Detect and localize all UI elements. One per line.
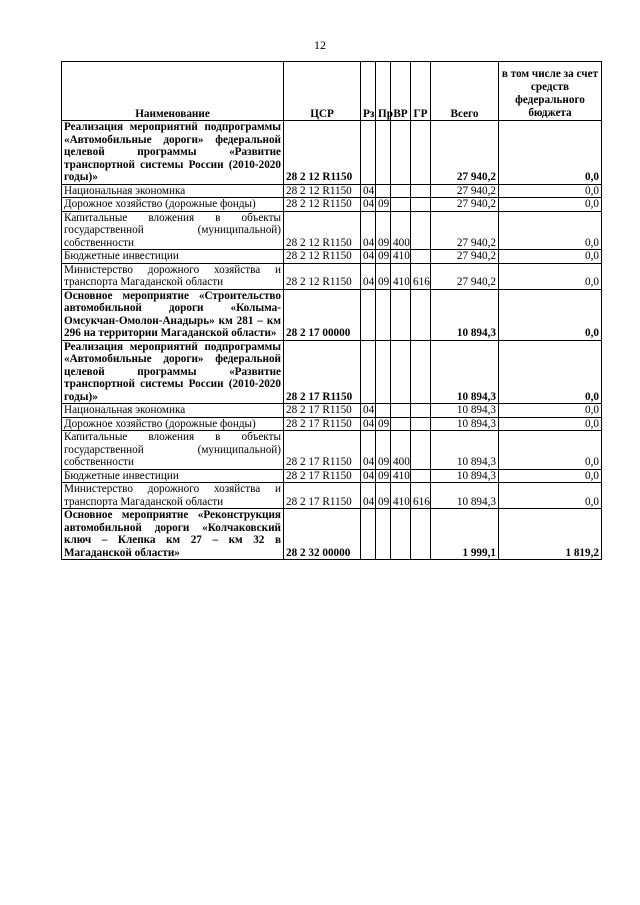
cell-rz: 04: [361, 469, 376, 483]
header-rz: Рз: [361, 62, 376, 121]
cell-total: 27 940,2: [431, 263, 499, 289]
cell-gr: [411, 184, 431, 198]
cell-name: Капитальные вложения в объекты государственной (муниципальной) собственности: [62, 211, 284, 250]
cell-csr: 28 2 17 R1150: [284, 340, 361, 404]
cell-vr: 410: [391, 263, 411, 289]
cell-total: 27 940,2: [431, 198, 499, 212]
header-federal: в том числе за счет средств федерального бюджета: [499, 62, 602, 121]
cell-rz: [361, 340, 376, 404]
cell-rz: [361, 509, 376, 560]
cell-name: Основное мероприятие «Реконструкция автомобильной дороги «Колчаковский ключ – Клепка км 27 – км 32 в Магаданской области»: [62, 509, 284, 560]
cell-csr: 28 2 12 R1150: [284, 263, 361, 289]
table-row: [62, 417, 602, 431]
cell-pr: [376, 121, 391, 185]
cell-vr: 400: [391, 431, 411, 470]
cell-gr: [411, 509, 431, 560]
cell-total: 10 894,3: [431, 469, 499, 483]
cell-gr: [411, 431, 431, 470]
cell-name: Бюджетные инвестиции: [62, 469, 284, 483]
header-name: Наименование: [62, 62, 284, 121]
cell-pr: 09: [376, 417, 391, 431]
header-gr: ГР: [411, 62, 431, 121]
cell-total: 10 894,3: [431, 417, 499, 431]
cell-gr: [411, 289, 431, 340]
cell-federal: 1 819,2: [499, 509, 602, 560]
cell-vr: [391, 198, 411, 212]
cell-total: 10 894,3: [431, 289, 499, 340]
cell-rz: 04: [361, 483, 376, 509]
cell-vr: 410: [391, 250, 411, 264]
cell-total: 10 894,3: [431, 431, 499, 470]
cell-pr: 09: [376, 483, 391, 509]
cell-csr: 28 2 12 R1150: [284, 211, 361, 250]
cell-vr: [391, 417, 411, 431]
cell-federal: 0,0: [499, 289, 602, 340]
cell-federal: 0,0: [499, 469, 602, 483]
cell-gr: [411, 417, 431, 431]
cell-vr: [391, 121, 411, 185]
table-row: [62, 431, 602, 470]
cell-pr: 09: [376, 263, 391, 289]
cell-rz: 04: [361, 184, 376, 198]
cell-federal: 0,0: [499, 404, 602, 418]
table-row: [62, 340, 602, 404]
cell-csr: 28 2 17 R1150: [284, 483, 361, 509]
cell-csr: 28 2 12 R1150: [284, 198, 361, 212]
cell-rz: 04: [361, 250, 376, 264]
cell-federal: 0,0: [499, 184, 602, 198]
cell-federal: 0,0: [499, 198, 602, 212]
cell-pr: 09: [376, 198, 391, 212]
cell-gr: [411, 211, 431, 250]
cell-csr: 28 2 17 R1150: [284, 469, 361, 483]
cell-name: Дорожное хозяйство (дорожные фонды): [62, 417, 284, 431]
cell-name: Министерство дорожного хозяйства и транспорта Магаданской области: [62, 263, 284, 289]
cell-federal: 0,0: [499, 340, 602, 404]
cell-rz: 04: [361, 211, 376, 250]
header-csr: ЦСР: [284, 62, 361, 121]
cell-gr: 616: [411, 483, 431, 509]
table-row: [62, 121, 602, 185]
cell-rz: 04: [361, 198, 376, 212]
table-row: [62, 263, 602, 289]
cell-vr: 400: [391, 211, 411, 250]
cell-rz: 04: [361, 431, 376, 470]
cell-gr: [411, 250, 431, 264]
cell-total: 27 940,2: [431, 250, 499, 264]
cell-federal: 0,0: [499, 417, 602, 431]
cell-vr: [391, 404, 411, 418]
table-row: [62, 289, 602, 340]
cell-csr: 28 2 17 R1150: [284, 404, 361, 418]
table-row: [62, 483, 602, 509]
cell-vr: [391, 289, 411, 340]
cell-rz: [361, 289, 376, 340]
cell-gr: [411, 404, 431, 418]
cell-name: Дорожное хозяйство (дорожные фонды): [62, 198, 284, 212]
cell-name: Основное мероприятие «Строительство автомобильной дороги «Колыма-Омсукчан-Омолон-Анадырь» км 281 – км 296 на территории Магаданской области»: [62, 289, 284, 340]
header-total: Всего: [431, 62, 499, 121]
cell-name: Капитальные вложения в объекты государственной (муниципальной) собственности: [62, 431, 284, 470]
cell-pr: 09: [376, 431, 391, 470]
cell-total: 10 894,3: [431, 340, 499, 404]
table-row: [62, 404, 602, 418]
cell-rz: [361, 121, 376, 185]
cell-gr: [411, 121, 431, 185]
table-row: [62, 509, 602, 560]
cell-rz: 04: [361, 263, 376, 289]
cell-federal: 0,0: [499, 263, 602, 289]
cell-gr: [411, 469, 431, 483]
cell-name: Реализация мероприятий подпрограммы «Автомобильные дороги» федеральной целевой программы «Развитие транспортной системы России (2010-2020 годы)»: [62, 340, 284, 404]
cell-rz: 04: [361, 404, 376, 418]
table-row: [62, 198, 602, 212]
cell-vr: [391, 184, 411, 198]
cell-gr: [411, 340, 431, 404]
cell-name: Национальная экономика: [62, 184, 284, 198]
table-row: [62, 211, 602, 250]
cell-name: Реализация мероприятий подпрограммы «Автомобильные дороги» федеральной целевой программы «Развитие транспортной системы России (2010-2020 годы)»: [62, 121, 284, 185]
cell-gr: 616: [411, 263, 431, 289]
cell-csr: 28 2 12 R1150: [284, 250, 361, 264]
cell-total: 1 999,1: [431, 509, 499, 560]
cell-total: 10 894,3: [431, 404, 499, 418]
cell-pr: 09: [376, 469, 391, 483]
cell-pr: [376, 289, 391, 340]
cell-gr: [411, 198, 431, 212]
table-row: [62, 250, 602, 264]
cell-total: 10 894,3: [431, 483, 499, 509]
cell-csr: 28 2 17 R1150: [284, 417, 361, 431]
cell-total: 27 940,2: [431, 211, 499, 250]
cell-csr: 28 2 12 R1150: [284, 121, 361, 185]
budget-table: [61, 61, 602, 560]
cell-pr: [376, 509, 391, 560]
cell-csr: 28 2 32 00000: [284, 509, 361, 560]
cell-vr: [391, 509, 411, 560]
cell-csr: 28 2 17 R1150: [284, 431, 361, 470]
cell-federal: 0,0: [499, 483, 602, 509]
cell-total: 27 940,2: [431, 121, 499, 185]
cell-pr: [376, 184, 391, 198]
cell-federal: 0,0: [499, 250, 602, 264]
cell-pr: [376, 340, 391, 404]
cell-pr: 09: [376, 211, 391, 250]
table-row: [62, 469, 602, 483]
cell-total: 27 940,2: [431, 184, 499, 198]
page-number: 12: [314, 38, 326, 52]
cell-federal: 0,0: [499, 431, 602, 470]
cell-pr: [376, 404, 391, 418]
cell-csr: 28 2 12 R1150: [284, 184, 361, 198]
cell-pr: 09: [376, 250, 391, 264]
cell-name: Бюджетные инвестиции: [62, 250, 284, 264]
cell-vr: 410: [391, 469, 411, 483]
cell-name: Национальная экономика: [62, 404, 284, 418]
cell-rz: 04: [361, 417, 376, 431]
cell-federal: 0,0: [499, 121, 602, 185]
header-row: [62, 62, 602, 121]
cell-vr: [391, 340, 411, 404]
cell-vr: 410: [391, 483, 411, 509]
header-vr: ВР: [391, 62, 411, 121]
cell-csr: 28 2 17 00000: [284, 289, 361, 340]
header-pr: Пр: [376, 62, 391, 121]
table-row: [62, 184, 602, 198]
cell-name: Министерство дорожного хозяйства и транспорта Магаданской области: [62, 483, 284, 509]
cell-federal: 0,0: [499, 211, 602, 250]
